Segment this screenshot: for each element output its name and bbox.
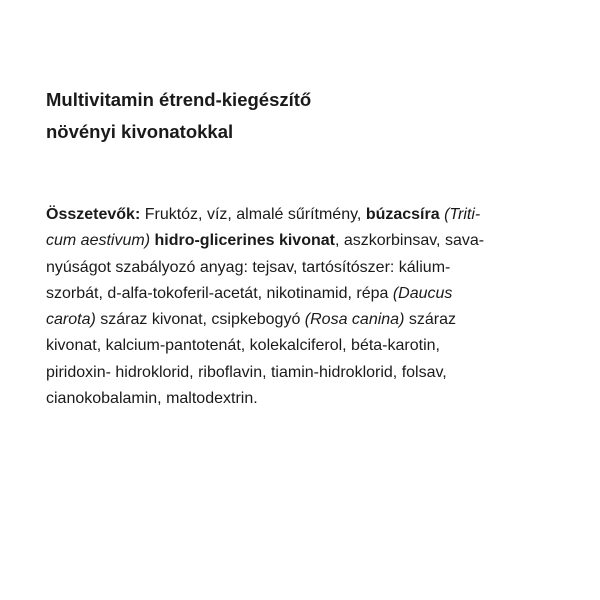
product-title-line-2: növényi kivonatokkal [46,121,234,142]
ingredients-line [46,281,566,307]
ingredient-text: száraz [404,311,456,329]
ingredient-latin-name: (Daucus [392,284,453,302]
ingredients-line [46,386,566,412]
ingredient-bold-text: hidro-glicerines kivonat [154,232,335,250]
ingredients-line [46,255,566,281]
ingredient-bold-text: Összetevők: [46,206,141,223]
ingredient-text: nyúságot szabályozó anyag: tejsav, tartósítószer: kálium- [46,258,451,276]
ingredient-latin-name: cum aestivum) [46,232,151,250]
ingredients-text [46,202,566,412]
ingredient-latin-name: (Rosa canina) [304,311,405,329]
ingredients-line [46,360,566,386]
ingredients-line [46,333,566,359]
ingredients-line [46,307,566,333]
ingredient-text: száraz kivonat, csipkebogyó [95,311,305,329]
ingredient-text: cianokobalamin, maltodextrin. [46,390,258,408]
ingredients-line [46,228,566,254]
ingredient-latin-name: carota) [46,311,96,329]
ingredient-bold-text: búzacsíra [365,206,440,223]
ingredient-text: kivonat, kalcium-pantotenát, kolekalciferol, béta-karotin, [46,337,440,355]
product-title [46,84,566,148]
ingredient-text: , aszkorbinsav, sava- [334,232,485,250]
ingredient-text: piridoxin- hidroklorid, riboflavin, tiamin-hidroklorid, folsav, [46,363,447,381]
ingredients-line [46,202,566,228]
product-label [46,84,566,412]
product-title-line-1: Multivitamin étrend-kiegészítő [46,89,312,110]
ingredient-latin-name: (Triti- [439,206,481,223]
ingredient-text: Fruktóz, víz, almalé sűrítmény, [140,206,366,223]
ingredient-text: szorbát, d-alfa-tokoferil-acetát, nikotinamid, répa [46,284,393,302]
